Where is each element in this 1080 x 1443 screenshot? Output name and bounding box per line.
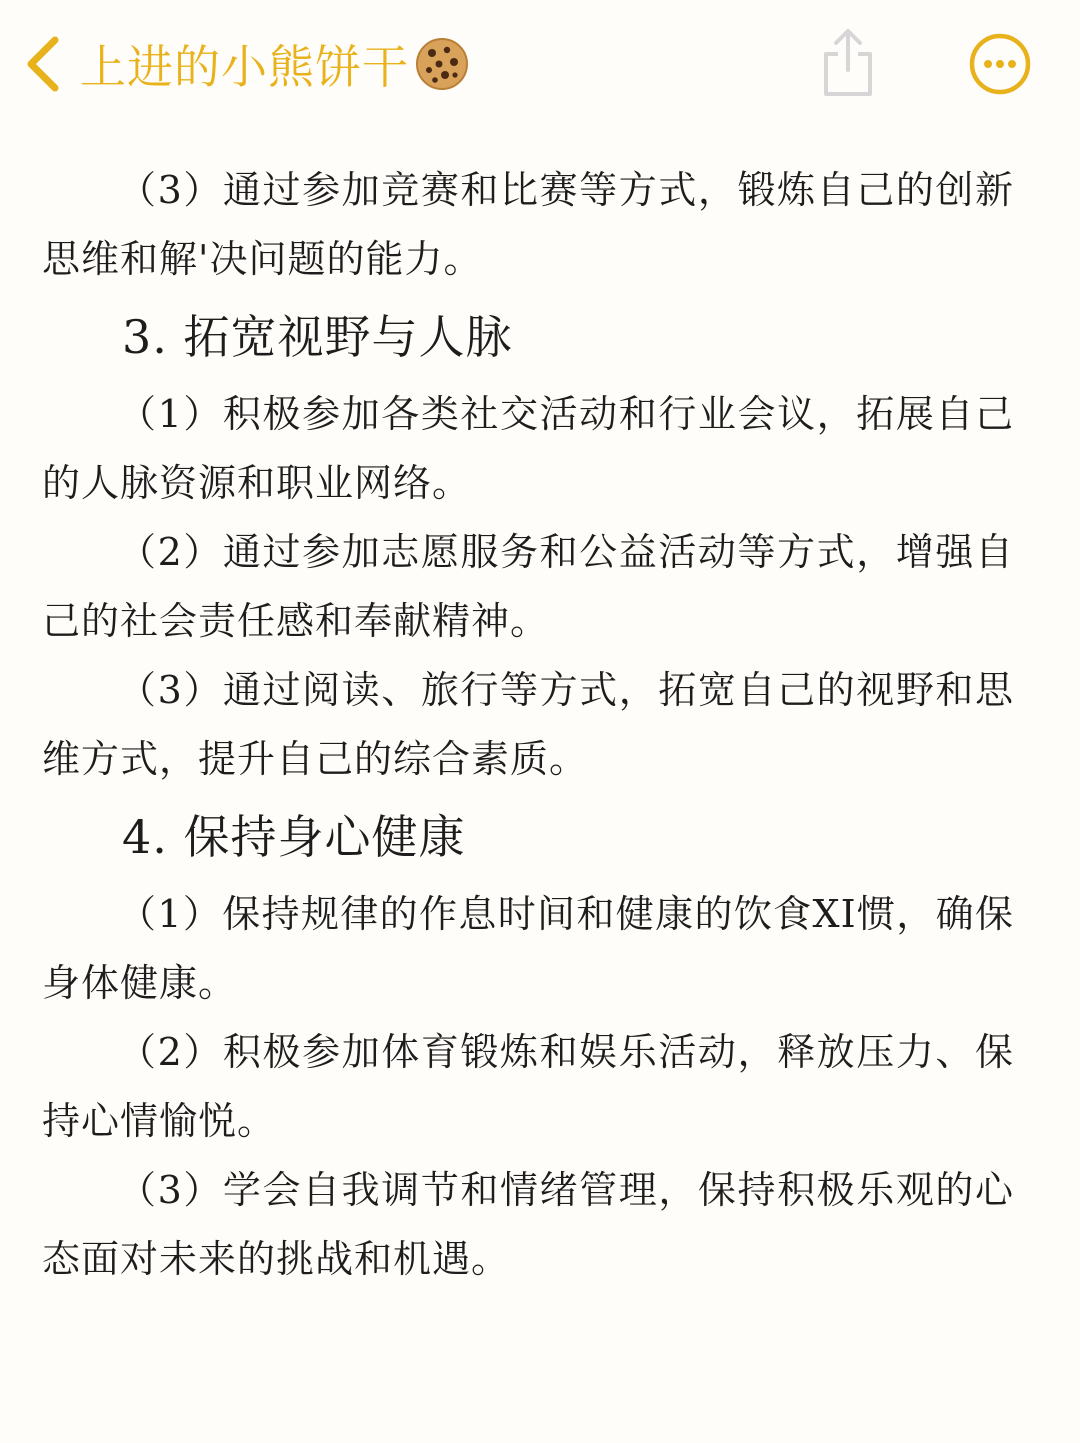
section-heading: 4. 保持身心健康 (122, 810, 466, 864)
paragraph: （3）通过阅读、旅行等方式，拓宽自己的视野和思维方式，提升自己的综合素质。 (42, 668, 1014, 781)
section-heading: 3. 拓宽视野与人脉 (122, 310, 513, 364)
cookie-icon (415, 37, 469, 91)
navigation-bar (0, 0, 1080, 130)
more-button[interactable] (968, 32, 1032, 96)
more-icon (968, 32, 1032, 96)
paragraph: （1）积极参加各类社交活动和行业会议，拓展自己的人脉资源和职业网络。 (42, 392, 1014, 505)
share-icon (816, 24, 880, 100)
note-title-text: 上进的小熊饼干 (80, 40, 409, 94)
chevron-left-icon (23, 34, 63, 94)
back-button[interactable] (18, 30, 68, 98)
paragraph: （2）通过参加志愿服务和公益活动等方式，增强自己的社会责任感和奉献精神。 (42, 530, 1014, 643)
note-body (42, 156, 1014, 1294)
share-button[interactable] (816, 24, 880, 100)
paragraph: （3）学会自我调节和情绪管理，保持积极乐观的心态面对未来的挑战和机遇。 (42, 1168, 1014, 1281)
paragraph: （3）通过参加竞赛和比赛等方式，锻炼自己的创新思维和解'决问题的能力。 (42, 168, 1014, 281)
paragraph: （1）保持规律的作息时间和健康的饮食XI惯，确保身体健康。 (42, 892, 1014, 1005)
paragraph: （2）积极参加体育锻炼和娱乐活动，释放压力、保持心情愉悦。 (42, 1030, 1014, 1143)
note-title (80, 28, 469, 100)
